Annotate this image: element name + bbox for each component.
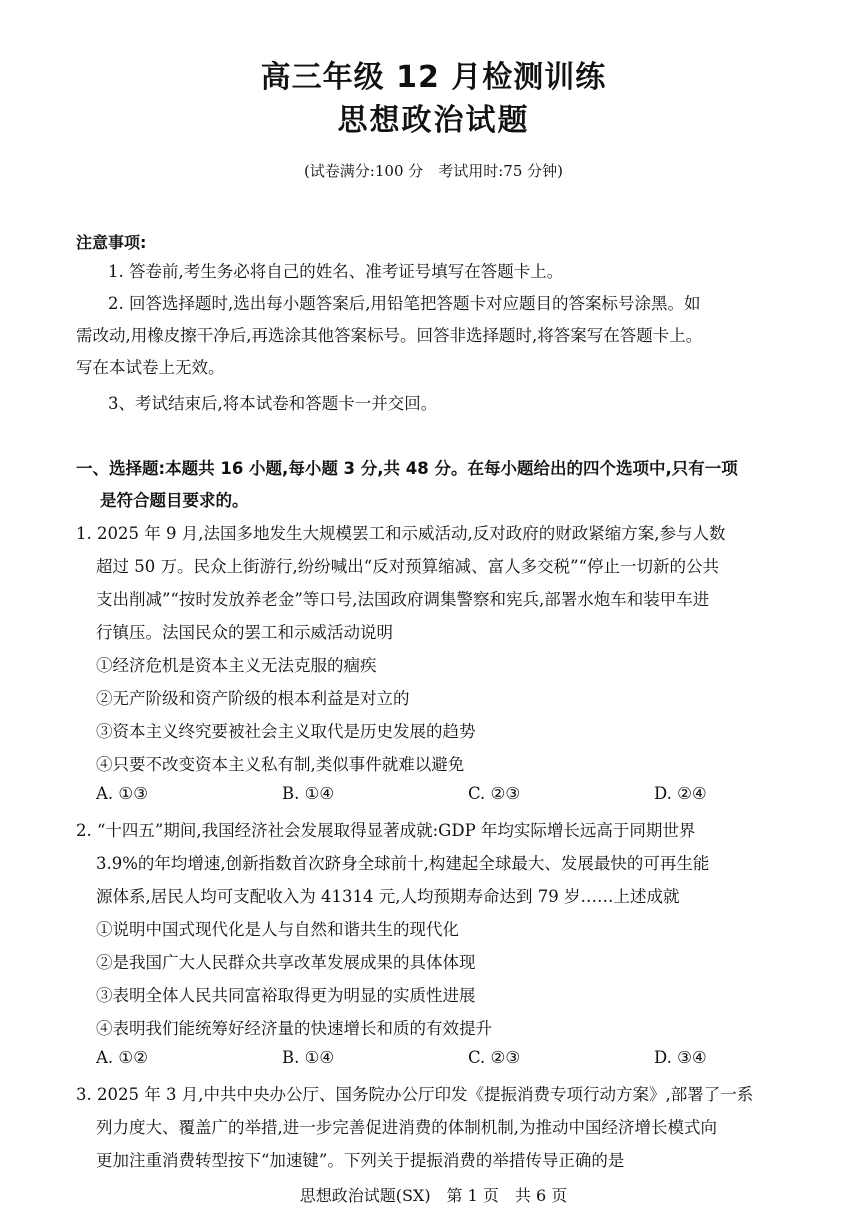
question-2-option-4: ④表明我们能统筹好经济量的快速增长和质的有效提升 xyxy=(96,1019,492,1038)
question-2-stem: 2. “十四五”期间,我国经济社会发展取得显著成就:GDP 年均实际增长远高于同期世界 xyxy=(76,821,696,840)
question-2-option-2: ②是我国广大人民群众共享改革发展成果的具体体现 xyxy=(96,953,476,972)
question-3-stem-cont: 更加注重消费转型按下“加速键”。下列关于提振消费的举措传导正确的是 xyxy=(96,1151,625,1170)
exam-title: 高三年级 12 月检测训练 xyxy=(260,60,607,95)
question-2-choices xyxy=(96,1048,796,1070)
exam-subject-title: 思想政治试题 xyxy=(337,103,530,138)
question-2-choice-c: C. ②③ xyxy=(468,1048,521,1067)
notice-item-2-cont: 需改动,用橡皮擦干净后,再选涂其他答案标号。回答非选择题时,将答案写在答题卡上。 xyxy=(76,326,703,345)
question-1-option-3: ③资本主义终究要被社会主义取代是历史发展的趋势 xyxy=(96,722,476,741)
page-footer: 思想政治试题(SX) 第 1 页 共 6 页 xyxy=(299,1186,568,1205)
question-2-choice-a: A. ①② xyxy=(96,1048,148,1067)
question-2-stem-cont: 源体系,居民人均可支配收入为 41314 元,人均预期寿命达到 79 岁……上述成就 xyxy=(96,887,680,906)
question-2-choice-b: B. ①④ xyxy=(282,1048,335,1067)
question-3-stem: 3. 2025 年 3 月,中共中央办公厅、国务院办公厅印发《提振消费专项行动方案》,部署了一系 xyxy=(76,1085,754,1104)
question-1-stem-cont: 超过 50 万。民众上街游行,纷纷喊出“反对预算缩减、富人多交税”“停止一切新的公共 xyxy=(96,557,720,576)
question-1-choice-a: A. ①③ xyxy=(96,784,148,803)
notice-item-1: 1. 答卷前,考生务必将自己的姓名、准考证号填写在答题卡上。 xyxy=(108,262,564,281)
question-2-choice-d: D. ③④ xyxy=(654,1048,707,1067)
question-1-choice-d: D. ②④ xyxy=(654,784,707,803)
question-2-option-3: ③表明全体人民共同富裕取得更为明显的实质性进展 xyxy=(96,986,476,1005)
notice-heading: 注意事项: xyxy=(76,233,147,252)
notice-item-2-cont2: 写在本试卷上无效。 xyxy=(76,358,225,377)
question-1-choice-b: B. ①④ xyxy=(282,784,335,803)
exam-info: (试卷满分:100 分 考试用时:75 分钟) xyxy=(303,162,564,180)
question-2-stem-cont: 3.9%的年均增速,创新指数首次跻身全球前十,构建起全球最大、发展最快的可再生能 xyxy=(96,854,710,873)
question-1-stem-cont: 行镇压。法国民众的罢工和示威活动说明 xyxy=(96,623,393,642)
section-heading: 一、选择题:本题共 16 小题,每小题 3 分,共 48 分。在每小题给出的四个选项中,只有一项 xyxy=(76,459,738,478)
question-1-stem: 1. 2025 年 9 月,法国多地发生大规模罢工和示威活动,反对政府的财政紧缩方案,参与人数 xyxy=(76,524,726,543)
question-1-option-2: ②无产阶级和资产阶级的根本利益是对立的 xyxy=(96,689,410,708)
question-1-stem-cont: 支出削减”“按时发放养老金”等口号,法国政府调集警察和宪兵,部署水炮车和装甲车进 xyxy=(96,590,710,609)
question-1-choice-c: C. ②③ xyxy=(468,784,521,803)
question-2-option-1: ①说明中国式现代化是人与自然和谐共生的现代化 xyxy=(96,920,459,939)
question-1-option-4: ④只要不改变资本主义私有制,类似事件就难以避免 xyxy=(96,755,465,774)
question-1-choices xyxy=(96,784,796,806)
notice-item-3: 3、考试结束后,将本试卷和答题卡一并交回。 xyxy=(108,394,438,413)
notice-item-2: 2. 回答选择题时,选出每小题答案后,用铅笔把答题卡对应题目的答案标号涂黑。如 xyxy=(108,294,701,313)
section-heading-cont: 是符合题目要求的。 xyxy=(100,491,249,510)
question-3-stem-cont: 列力度大、覆盖广的举措,进一步完善促进消费的体制机制,为推动中国经济增长模式向 xyxy=(96,1118,717,1137)
question-1-option-1: ①经济危机是资本主义无法克服的痼疾 xyxy=(96,656,377,675)
